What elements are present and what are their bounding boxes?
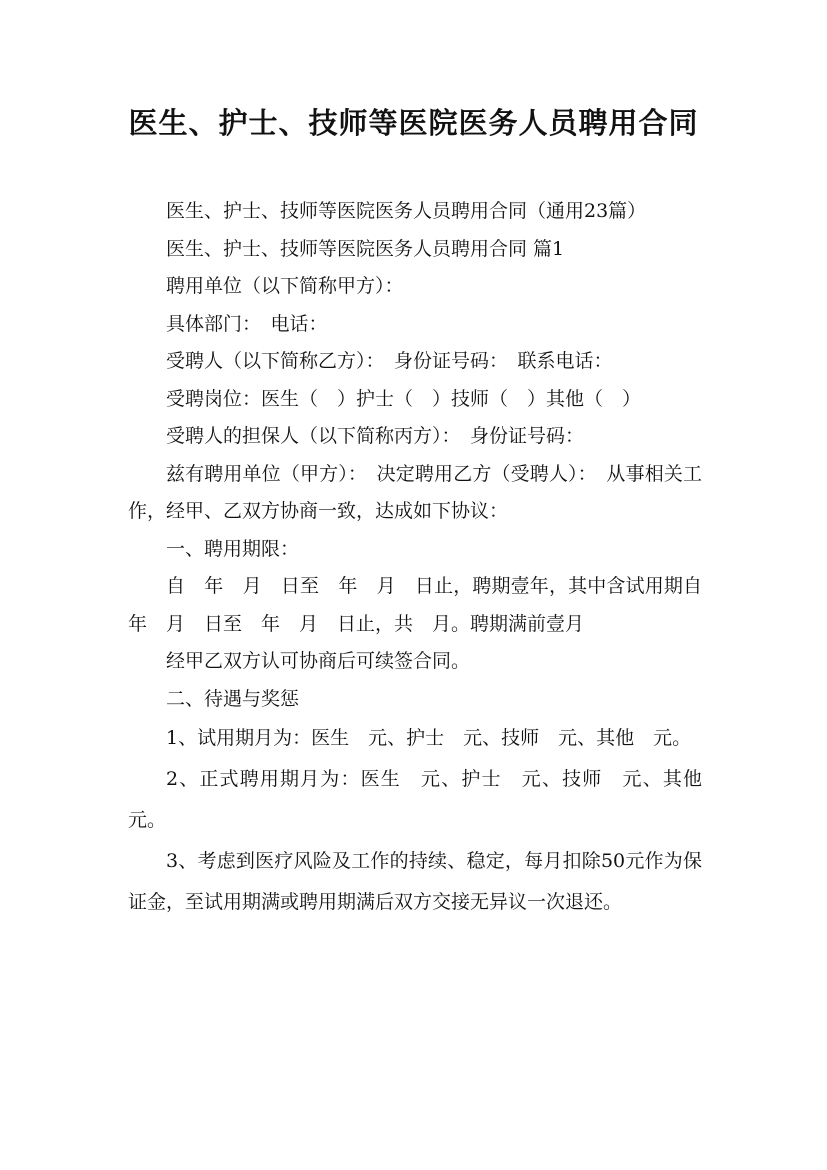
document-body	[128, 193, 722, 923]
paragraph-deposit: 3、考虑到医疗风险及工作的持续、稳定，每月扣除50元作为保证金，至试用期满或聘用期满后双方交接无异议一次退还。	[128, 850, 702, 913]
paragraph-agreement-intro: 兹有聘用单位（甲方）： 决定聘用乙方（受聘人）： 从事相关工作，经甲、乙双方协商一致，达成如下协议：	[128, 462, 702, 522]
paragraph-employer: 聘用单位（以下简称甲方）：	[166, 275, 404, 297]
paragraph-section-heading: 医生、护士、技师等医院医务人员聘用合同 篇1	[166, 237, 565, 260]
paragraph-subtitle: 医生、护士、技师等医院医务人员聘用合同（通用23篇）	[166, 200, 647, 222]
paragraph-employee: 受聘人（以下简称乙方）： 身份证号码： 联系电话：	[166, 350, 613, 372]
paragraph-probation-pay: 1、试用期月为：医生 元、护士 元、技师 元、其他 元。	[166, 727, 692, 749]
document-title: 医生、护士、技师等医院医务人员聘用合同	[128, 106, 699, 140]
paragraph-pay-heading: 二、待遇与奖惩	[166, 687, 300, 710]
paragraph-position: 受聘岗位：医生（ ）护士（ ）技师（ ）其他（ ）	[166, 387, 642, 410]
paragraph-term-details: 自 年 月 日至 年 月 日止，聘期壹年，其中含试用期自 年 月 日至 年 月 日止，共 月。聘期满前壹月	[128, 575, 722, 635]
paragraph-formal-pay: 2、正式聘用期月为：医生 元、护士 元、技师 元、其他 元。	[128, 768, 722, 831]
paragraph-term-heading: 一、聘用期限：	[166, 537, 300, 560]
paragraph-renewal: 经甲乙双方认可协商后可续签合同。	[166, 650, 471, 672]
paragraph-department: 具体部门： 电话：	[166, 312, 328, 335]
paragraph-guarantor: 受聘人的担保人（以下简称丙方）： 身份证号码：	[166, 425, 585, 447]
